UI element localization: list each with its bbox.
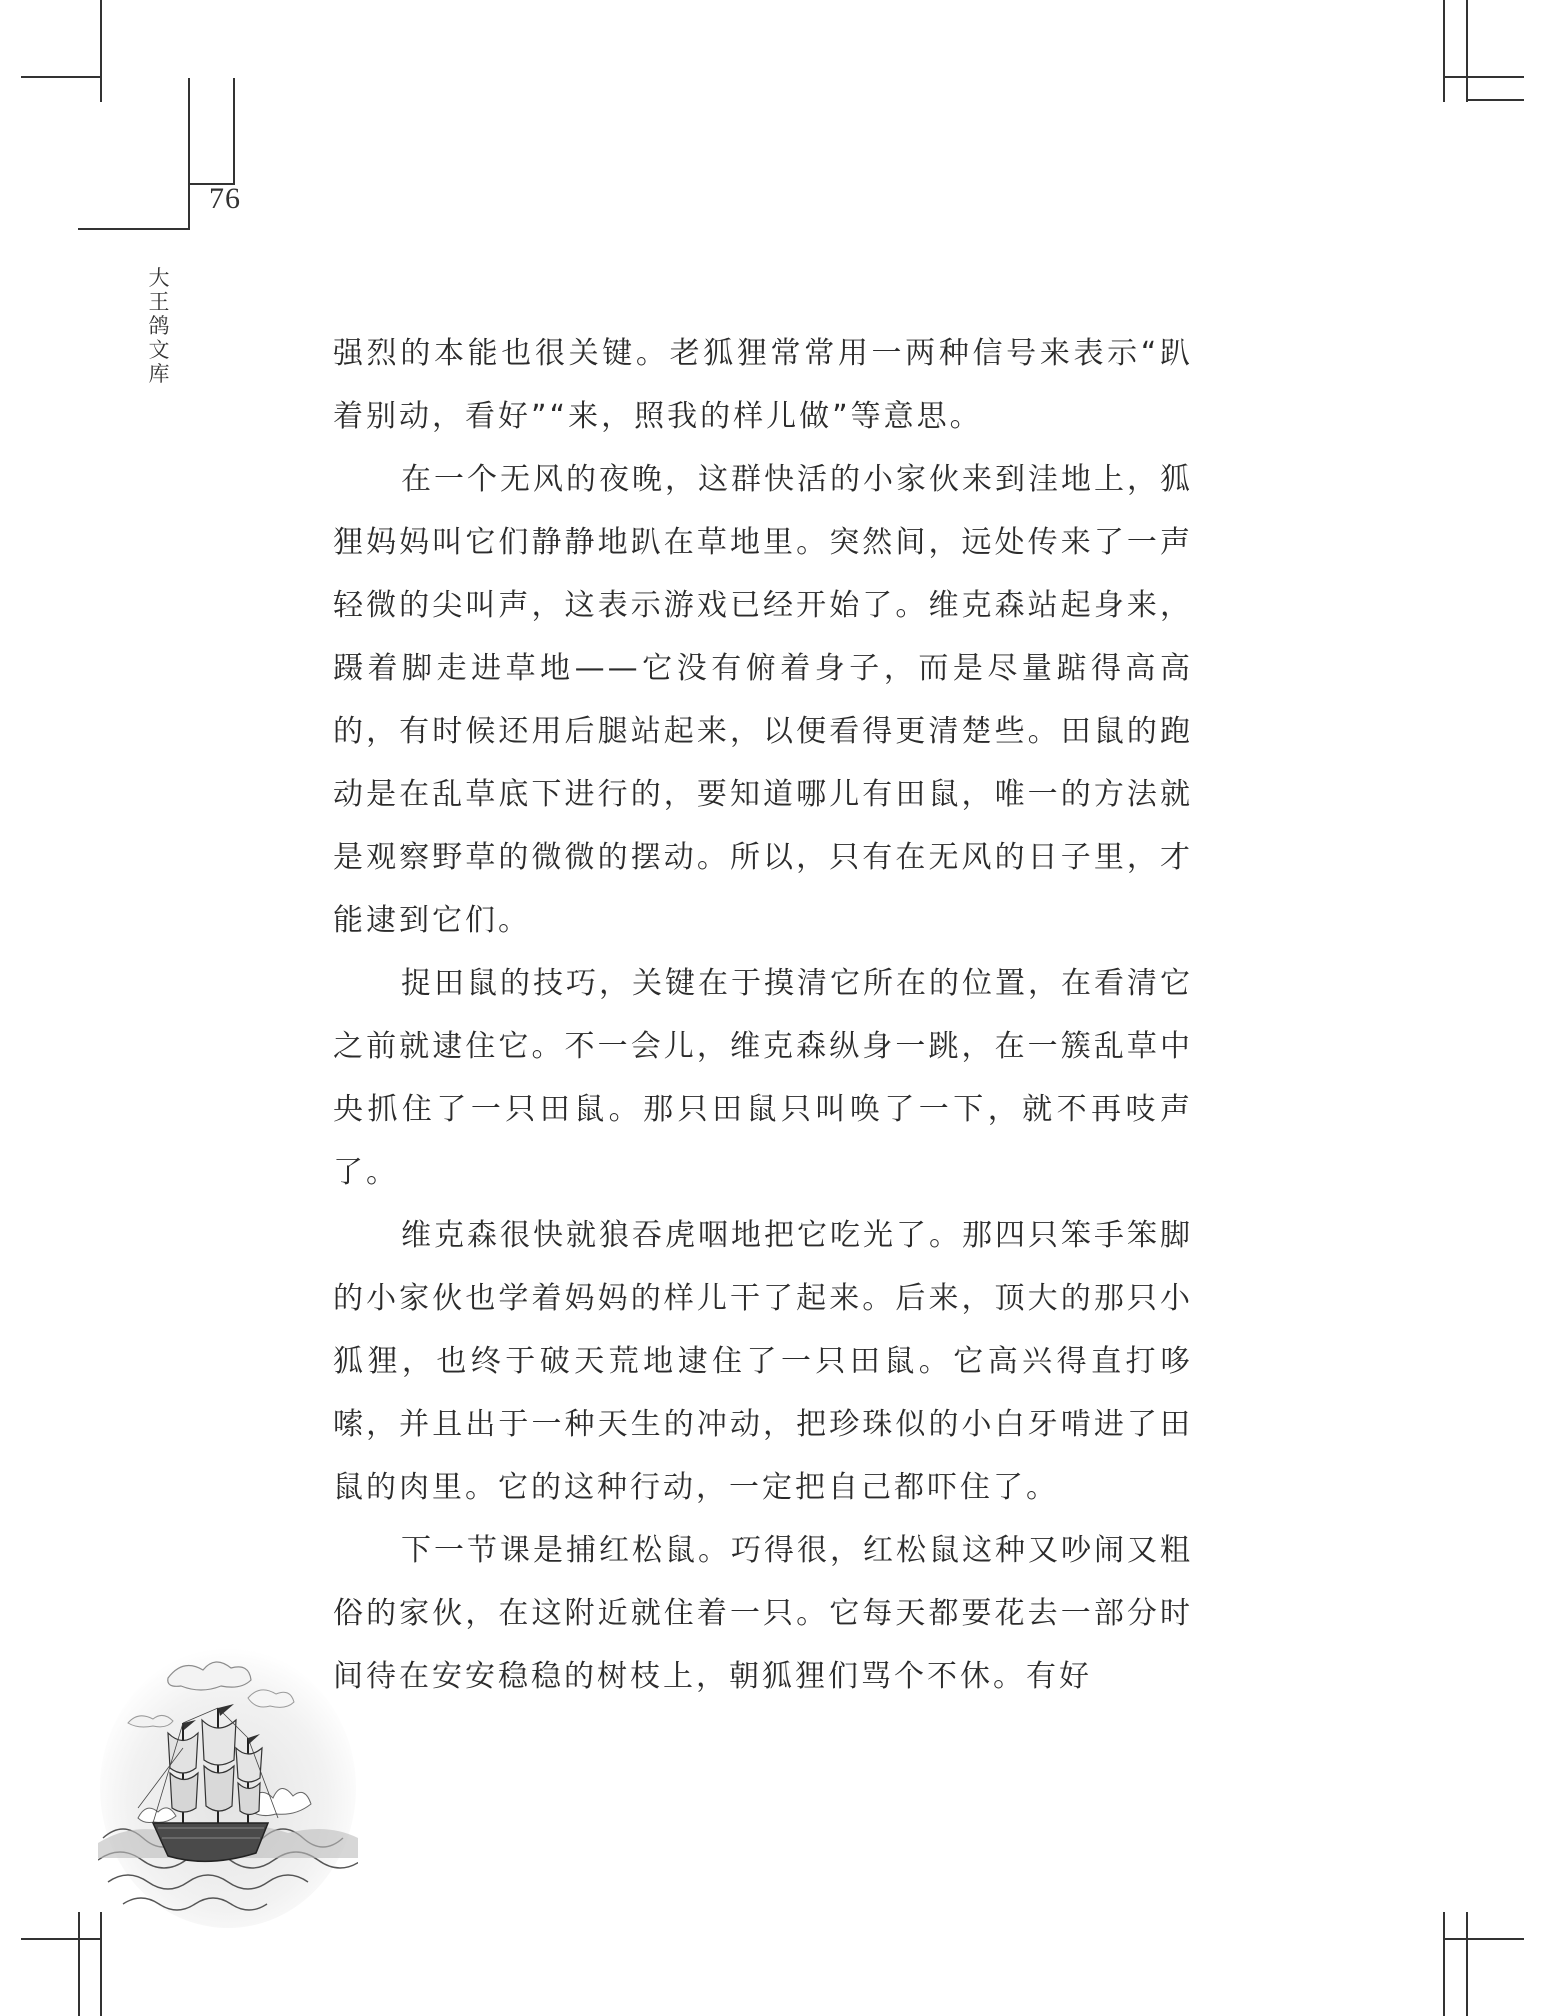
crop-mark-top-right-inner-horizontal xyxy=(1466,99,1524,101)
crop-mark-bottom-right-horizontal xyxy=(1443,1938,1524,1940)
crop-mark-top-left-horizontal xyxy=(21,76,102,78)
page-number: 76 xyxy=(209,182,241,215)
crop-mark-bottom-left-horizontal xyxy=(21,1938,102,1940)
paragraph-1: 强烈的本能也很关键。老狐狸常常用一两种信号来表示“趴着别动，看好”“来，照我的样儿做”等意思。 xyxy=(333,336,1193,434)
crop-mark-top-right-horizontal xyxy=(1443,76,1524,78)
header-frame-vertical-left xyxy=(188,78,190,230)
crop-mark-bottom-left-outer-vertical xyxy=(78,1912,80,2016)
body-text xyxy=(333,322,1193,1708)
crop-mark-top-left-vertical xyxy=(100,0,102,102)
crop-mark-bottom-right-vertical xyxy=(1443,1912,1445,2016)
header-frame-vertical-right xyxy=(233,78,235,185)
paragraph-3: 捉田鼠的技巧，关键在于摸清它所在的位置，在看清它之前就逮住它。不一会儿，维克森纵身一跳，在一簇乱草中央抓住了一只田鼠。那只田鼠只叫唤了一下，就不再吱声了。 xyxy=(333,966,1193,1190)
crop-mark-top-right-vertical xyxy=(1443,0,1445,102)
crop-mark-bottom-right-inner-vertical xyxy=(1466,1912,1468,2016)
paragraph-2: 在一个无风的夜晚，这群快活的小家伙来到洼地上，狐狸妈妈叫它们静静地趴在草地里。突然间，远处传来了一声轻微的尖叫声，这表示游戏已经开始了。维克森站起身来，蹑着脚走进草地——它没有俯着身子，而是尽量踮得高高的，有时候还用后腿站起来，以便看得更清楚些。田鼠的跑动是在乱草底下进行的，要知道哪儿有田鼠，唯一的方法就是观察野草的微微的摆动。所以，只有在无风的日子里，才能逮到它们。 xyxy=(333,462,1193,938)
header-frame-horizontal-lower xyxy=(78,228,190,230)
sailing-ship-in-storm-icon xyxy=(98,1628,358,1928)
paragraph-5: 下一节课是捕红松鼠。巧得很，红松鼠这种又吵闹又粗俗的家伙，在这附近就住着一只。它每天都要花去一部分时间待在安安稳稳的树枝上，朝狐狸们骂个不休。有好 xyxy=(333,1533,1193,1694)
paragraph-4: 维克森很快就狼吞虎咽地把它吃光了。那四只笨手笨脚的小家伙也学着妈妈的样儿干了起来。后来，顶大的那只小狐狸，也终于破天荒地逮住了一只田鼠。它高兴得直打哆嗦，并且出于一种天生的冲动，把珍珠似的小白牙啃进了田鼠的肉里。它的这种行动，一定把自己都吓住了。 xyxy=(333,1218,1193,1505)
series-name: 大王鸽文库 xyxy=(148,266,170,386)
crop-mark-top-right-inner-vertical xyxy=(1466,0,1468,102)
